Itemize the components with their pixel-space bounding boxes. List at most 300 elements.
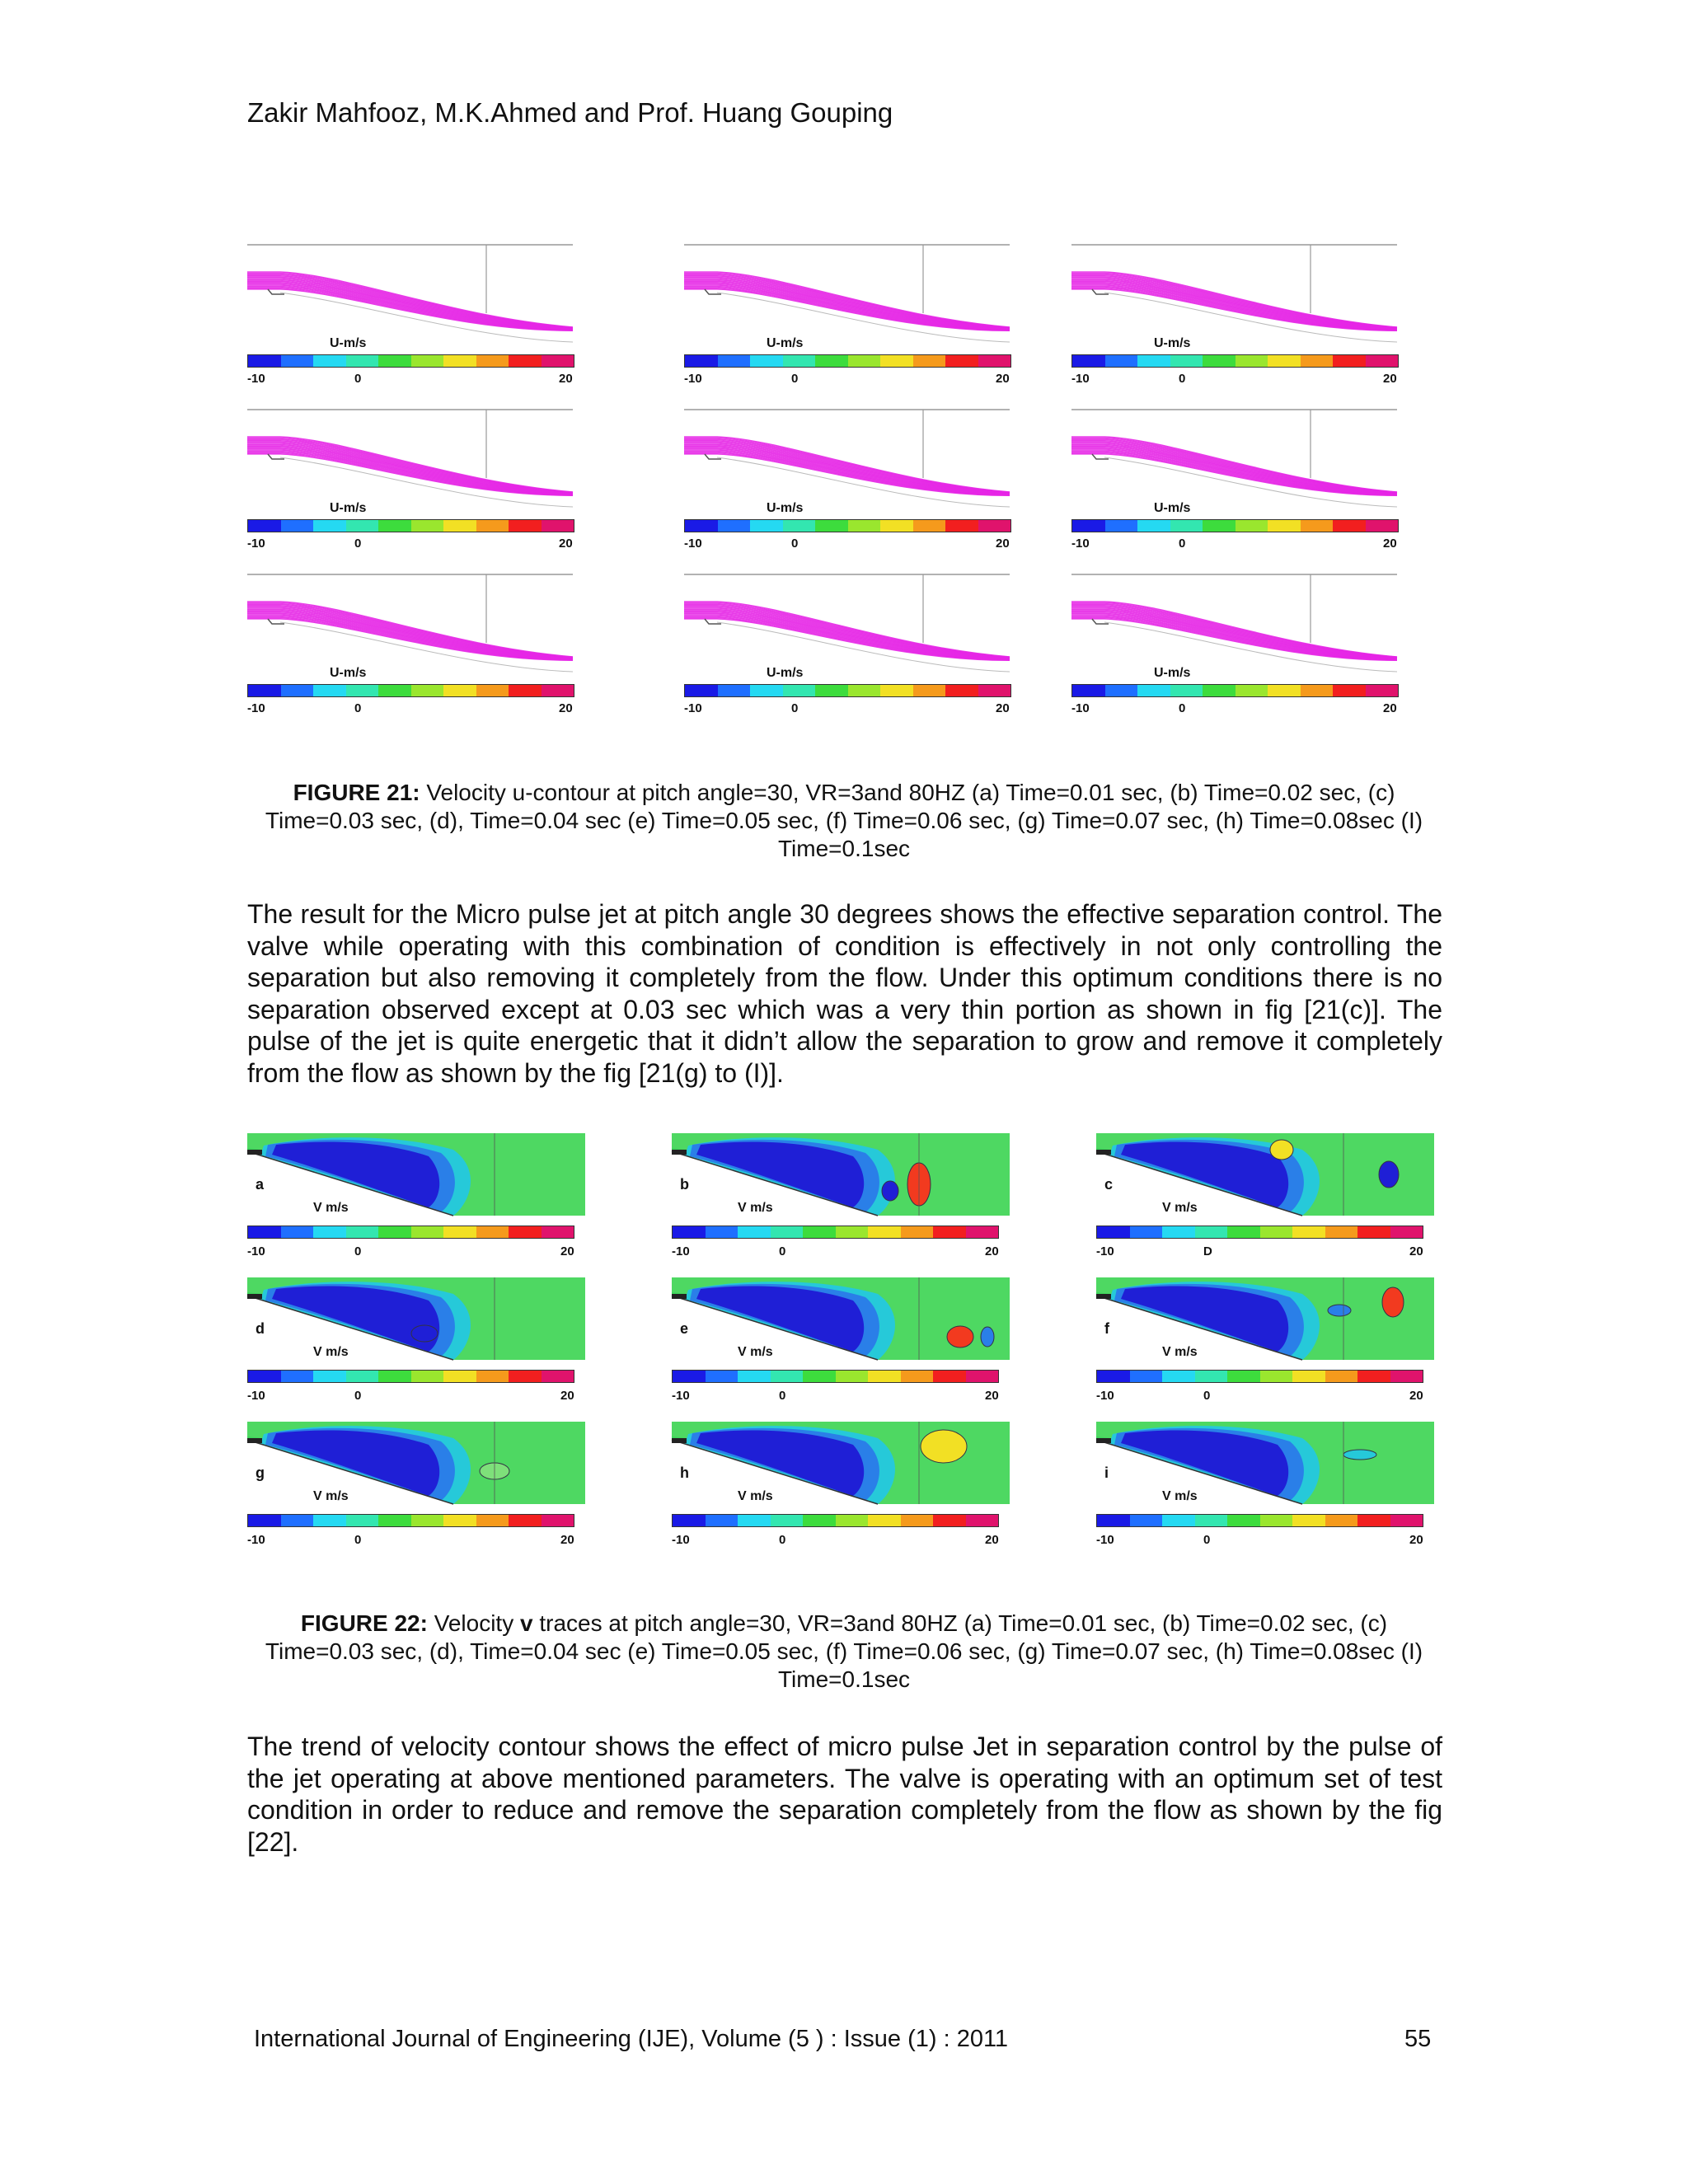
colorbar-segment [509,355,542,367]
v-colorbar [1096,1226,1423,1239]
colorbar-segment [1301,685,1334,696]
colorbar-segment [1292,1515,1325,1526]
colorbar-title: V m/s [1162,1345,1198,1359]
v-contour-panel [672,1277,1018,1418]
v-contour-panel [1096,1133,1442,1273]
colorbar-segment [966,1371,999,1382]
u-colorbar [1071,684,1399,697]
v-colorbar [247,1370,574,1383]
colorbar-segment [411,520,444,532]
streamline-band [684,272,1010,330]
panel-label: c [1104,1176,1114,1193]
colorbar-segment [1227,1515,1260,1526]
colorbar-segment [868,1226,901,1238]
tick-min: -10 [684,537,702,551]
colorbar-segment [933,1515,966,1526]
v-contour-plot [1096,1133,1434,1216]
v-contour-panel [672,1422,1018,1562]
tick-zero: 0 [354,1533,362,1547]
u-colorbar [247,519,574,532]
colorbar-segment [346,355,379,367]
u-contour-plot [684,400,1014,494]
colorbar-segment [1137,685,1170,696]
colorbar-segment [281,1226,314,1238]
colorbar-segment [509,685,542,696]
colorbar-title: V m/s [738,1201,773,1215]
tick-max: 20 [560,1244,574,1258]
colorbar-segment [542,685,574,696]
colorbar-segment [1105,520,1138,532]
colorbar-segment [803,1515,836,1526]
colorbar-segment [1236,355,1268,367]
tick-max: 20 [559,372,573,386]
footer-journal: International Journal of Engineering (IJE), Volume (5 ) : Issue (1) : 2011 [254,2026,1009,2052]
colorbar-segment [1292,1371,1325,1382]
vortex-blob [1379,1161,1399,1188]
tick-max: 20 [985,1533,999,1547]
colorbar-segment [313,1226,346,1238]
colorbar-segment [945,355,978,367]
v-contour-panel [247,1277,593,1418]
paragraph-1: The result for the Micro pulse jet at pitch angle 30 degrees shows the effective separation control. The valve while operating with this combination of condition is effectively in not only controlling the separation but also removing it completely from the flow. Under this optimum conditions there is no separation observed except at 0.03 sec which was a very thin portion as shown in fig [21(c)]. The pulse of the jet is quite energetic that it didn’t allow the separation to grow and remove it completely from the flow as shown by the fig [21(g) to (I)]. [247,899,1442,1088]
colorbar-segment [868,1371,901,1382]
panel-label: h [680,1465,689,1481]
tick-zero: 0 [1203,1533,1211,1547]
lower-boundary [717,457,1010,507]
footer-page-number: 55 [1404,2026,1432,2052]
v-contour-plot [672,1133,1010,1216]
tick-max: 20 [1409,1533,1423,1547]
u-colorbar [247,684,574,697]
colorbar-segment [346,520,379,532]
colorbar-segment [1260,1371,1293,1382]
tick-max: 20 [559,701,573,715]
lower-boundary [1104,457,1397,507]
v-contour-panel [1096,1422,1442,1562]
colorbar-segment [1203,520,1236,532]
tick-max: 20 [1409,1244,1423,1258]
tick-min: -10 [1096,1389,1114,1403]
v-colorbar [1096,1514,1423,1527]
tick-max: 20 [560,1389,574,1403]
figure-22-caption-prefix: Velocity [427,1610,520,1636]
colorbar-segment [706,1226,738,1238]
v-contour-plot [1096,1277,1434,1360]
colorbar-segment [718,520,751,532]
tick-max: 20 [996,701,1010,715]
v-contour-plot [672,1422,1010,1504]
tick-min: -10 [672,1389,690,1403]
v-colorbar [672,1370,999,1383]
vortex-blob [882,1181,898,1201]
colorbar-segment [1130,1371,1163,1382]
colorbar-segment [248,1371,281,1382]
colorbar-segment [378,1226,411,1238]
colorbar-segment [966,1515,999,1526]
tick-min: -10 [247,1533,265,1547]
streamline-band [684,602,1010,660]
colorbar-segment [815,685,848,696]
u-contour-plot [1071,235,1401,330]
lower-boundary [717,293,1010,342]
u-colorbar [1071,519,1399,532]
colorbar-segment [346,685,379,696]
u-contour-panel [1071,235,1418,400]
u-contour-panel [1071,565,1418,729]
colorbar-title: U-m/s [767,501,804,515]
colorbar-segment [771,1515,804,1526]
colorbar-segment [1390,1226,1423,1238]
colorbar-segment [281,355,314,367]
colorbar-segment [313,355,346,367]
colorbar-segment [913,355,946,367]
jet-slot [705,289,721,294]
jet-slot [1092,454,1109,459]
colorbar-segment [1357,1371,1390,1382]
colorbar-segment [1195,1515,1228,1526]
colorbar-title: V m/s [738,1489,773,1503]
tick-min: -10 [1071,372,1090,386]
colorbar-segment [1268,355,1301,367]
colorbar-segment [1105,355,1138,367]
colorbar-title: U-m/s [330,501,367,515]
tick-min: -10 [672,1533,690,1547]
colorbar-segment [1072,355,1105,367]
colorbar-segment [1097,1371,1130,1382]
colorbar-segment [313,1371,346,1382]
colorbar-segment [1137,355,1170,367]
colorbar-segment [685,355,718,367]
colorbar-segment [509,1515,542,1526]
streamline-band [684,437,1010,495]
colorbar-segment [803,1371,836,1382]
colorbar-segment [1366,520,1399,532]
colorbar-segment [1390,1371,1423,1382]
tick-min: -10 [247,1244,265,1258]
v-contour-panel [247,1422,593,1562]
u-colorbar [247,354,574,368]
colorbar-title: V m/s [313,1345,349,1359]
tick-min: -10 [247,372,265,386]
colorbar-segment [509,1226,542,1238]
tick-min: -10 [247,701,265,715]
tick-zero: 0 [354,537,362,551]
colorbar-segment [771,1226,804,1238]
lower-boundary [1104,293,1397,342]
colorbar-segment [476,1226,509,1238]
streamline-band [247,272,573,330]
tick-min: -10 [247,537,265,551]
colorbar-segment [1333,685,1366,696]
tick-min: -10 [1096,1533,1114,1547]
tick-zero: 0 [791,372,799,386]
colorbar-segment [476,355,509,367]
colorbar-segment [1072,685,1105,696]
u-colorbar [1071,354,1399,368]
lower-boundary [280,622,573,672]
lower-boundary [1104,622,1397,672]
colorbar-title: V m/s [1162,1201,1198,1215]
u-contour-plot [1071,400,1401,494]
colorbar-segment [738,1226,771,1238]
tick-max: 20 [1383,537,1397,551]
u-contour-panel [247,400,593,565]
u-contour-panel [1071,400,1418,565]
tick-zero: 0 [354,1244,362,1258]
lower-boundary [280,457,573,507]
v-contour-plot [247,1277,585,1360]
colorbar-segment [542,1515,574,1526]
jet-slot [1096,1438,1111,1443]
u-colorbar [684,684,1011,697]
colorbar-segment [880,685,913,696]
colorbar-segment [815,520,848,532]
colorbar-segment [443,1371,476,1382]
colorbar-segment [411,1515,444,1526]
colorbar-segment [476,685,509,696]
colorbar-segment [1137,520,1170,532]
colorbar-segment [966,1226,999,1238]
colorbar-segment [1292,1226,1325,1238]
colorbar-title: U-m/s [1154,336,1191,350]
figure-22-caption-symbol: v [520,1610,533,1636]
colorbar-segment [542,355,574,367]
jet-slot [247,1438,262,1443]
colorbar-title: U-m/s [767,666,804,680]
colorbar-segment [848,355,881,367]
figure-21-caption [244,779,1444,863]
colorbar-segment [476,520,509,532]
colorbar-title: V m/s [738,1345,773,1359]
tick-max: 20 [1383,701,1397,715]
colorbar-segment [542,520,574,532]
u-contour-plot [1071,565,1401,659]
colorbar-segment [836,1226,869,1238]
colorbar-segment [1162,1371,1195,1382]
colorbar-segment [346,1515,379,1526]
tick-max: 20 [985,1389,999,1403]
colorbar-segment [509,1371,542,1382]
u-contour-plot [247,400,577,494]
colorbar-segment [476,1371,509,1382]
colorbar-segment [443,1515,476,1526]
tick-zero: D [1203,1244,1212,1258]
u-contour-plot [684,235,1014,330]
v-contour-plot [1096,1422,1434,1504]
colorbar-segment [1325,1226,1358,1238]
colorbar-segment [901,1515,934,1526]
colorbar-segment [1260,1515,1293,1526]
colorbar-segment [1390,1515,1423,1526]
tick-zero: 0 [354,701,362,715]
tick-zero: 0 [791,537,799,551]
vortex-blob [1328,1305,1351,1316]
colorbar-segment [1268,520,1301,532]
colorbar-segment [1325,1515,1358,1526]
tick-min: -10 [1071,537,1090,551]
tick-zero: 0 [779,1389,786,1403]
streamline-band [1071,602,1397,660]
colorbar-segment [933,1371,966,1382]
colorbar-segment [783,355,816,367]
u-contour-panel [247,565,593,729]
colorbar-segment [281,1371,314,1382]
colorbar-segment [313,685,346,696]
jet-slot [705,619,721,624]
u-contour-panel [684,400,1030,565]
colorbar-segment [281,520,314,532]
colorbar-segment [411,355,444,367]
colorbar-segment [933,1226,966,1238]
v-contour-plot [247,1422,585,1504]
colorbar-segment [815,355,848,367]
colorbar-title: V m/s [313,1489,349,1503]
vortex-blob [1270,1140,1293,1160]
figure-22-caption [244,1610,1444,1694]
u-contour-plot [247,565,577,659]
colorbar-segment [848,520,881,532]
colorbar-segment [673,1226,706,1238]
v-contour-plot [247,1133,585,1216]
colorbar-segment [378,520,411,532]
figure-21-caption-label: FIGURE 21: [293,780,420,805]
colorbar-segment [685,520,718,532]
vortex-blob [1382,1287,1404,1317]
colorbar-title: V m/s [313,1201,349,1215]
colorbar-segment [346,1371,379,1382]
jet-slot [268,619,284,624]
colorbar-segment [1357,1515,1390,1526]
colorbar-segment [880,355,913,367]
colorbar-segment [1236,685,1268,696]
colorbar-segment [1203,355,1236,367]
tick-zero: 0 [779,1244,786,1258]
colorbar-segment [771,1371,804,1382]
tick-zero: 0 [791,701,799,715]
colorbar-segment [868,1515,901,1526]
colorbar-segment [1227,1226,1260,1238]
jet-slot [672,1150,687,1155]
colorbar-segment [1170,355,1203,367]
tick-max: 20 [985,1244,999,1258]
colorbar-segment [848,685,881,696]
colorbar-segment [313,1515,346,1526]
tick-zero: 0 [354,372,362,386]
tick-zero: 0 [1179,701,1186,715]
colorbar-segment [1203,685,1236,696]
colorbar-segment [1357,1226,1390,1238]
colorbar-title: U-m/s [330,666,367,680]
u-contour-plot [247,235,577,330]
vortex-blob [1343,1450,1376,1460]
tick-zero: 0 [1179,537,1186,551]
tick-min: -10 [247,1389,265,1403]
colorbar-segment [1227,1371,1260,1382]
colorbar-segment [901,1226,934,1238]
figure-22-caption-text: traces at pitch angle=30, VR=3and 80HZ (a) Time=0.01 sec, (b) Time=0.02 sec, (c) Time=0.03 sec, (d), Time=0.04 sec (e) Time=0.05 sec, (f) Time=0.06 sec, (g) Time=0.07 sec, (h) Time=0.08sec (I) Time=0.1sec [265,1610,1423,1692]
v-colorbar [672,1514,999,1527]
jet-slot [672,1294,687,1299]
colorbar-segment [1105,685,1138,696]
u-contour-panel [684,565,1030,729]
tick-max: 20 [996,372,1010,386]
colorbar-segment [1097,1226,1130,1238]
colorbar-segment [718,355,751,367]
colorbar-segment [836,1371,869,1382]
u-contour-plot [684,565,1014,659]
running-head-authors: Zakir Mahfooz, M.K.Ahmed and Prof. Huang Gouping [247,97,893,128]
colorbar-segment [443,1226,476,1238]
colorbar-segment [1072,520,1105,532]
colorbar-segment [913,520,946,532]
colorbar-segment [738,1515,771,1526]
jet-slot [247,1294,262,1299]
colorbar-segment [750,685,783,696]
colorbar-segment [913,685,946,696]
colorbar-segment [411,1371,444,1382]
colorbar-title: V m/s [1162,1489,1198,1503]
tick-min: -10 [672,1244,690,1258]
colorbar-segment [673,1371,706,1382]
colorbar-segment [248,1226,281,1238]
streamline-band [1071,272,1397,330]
streamline-band [247,602,573,660]
panel-label: f [1104,1320,1109,1337]
colorbar-segment [1236,520,1268,532]
colorbar-segment [443,355,476,367]
colorbar-segment [248,1515,281,1526]
colorbar-segment [750,520,783,532]
v-contour-panel [672,1133,1018,1273]
u-colorbar [684,519,1011,532]
panel-label: e [680,1320,689,1337]
figure-22 [239,1133,1459,1562]
jet-slot [1096,1294,1111,1299]
colorbar-segment [945,520,978,532]
colorbar-segment [248,355,281,367]
colorbar-segment [542,1226,574,1238]
v-colorbar [247,1226,574,1239]
colorbar-segment [1162,1515,1195,1526]
colorbar-segment [1325,1371,1358,1382]
colorbar-segment [1301,355,1334,367]
vortex-blob [947,1326,973,1347]
colorbar-segment [738,1371,771,1382]
colorbar-segment [1333,355,1366,367]
colorbar-title: U-m/s [767,336,804,350]
figure-21-caption-text: Velocity u-contour at pitch angle=30, VR=3and 80HZ (a) Time=0.01 sec, (b) Time=0.02 sec, (c) Time=0.03 sec, (d), Time=0.04 sec (e) Time=0.05 sec, (f) Time=0.06 sec, (g) Time=0.07 sec, (h) Time=0.08sec (I) Time=0.1sec [265,780,1423,861]
v-colorbar [247,1514,574,1527]
jet-slot [1092,289,1109,294]
colorbar-segment [542,1371,574,1382]
colorbar-segment [1366,355,1399,367]
colorbar-segment [978,685,1011,696]
colorbar-segment [1130,1515,1163,1526]
colorbar-segment [1195,1371,1228,1382]
colorbar-segment [1130,1226,1163,1238]
jet-slot [247,1150,262,1155]
colorbar-segment [706,1371,738,1382]
tick-min: -10 [684,372,702,386]
colorbar-title: U-m/s [330,336,367,350]
colorbar-segment [443,520,476,532]
jet-slot [1092,619,1109,624]
colorbar-segment [1301,520,1334,532]
colorbar-segment [378,355,411,367]
colorbar-segment [248,685,281,696]
tick-max: 20 [560,1533,574,1547]
colorbar-segment [378,1371,411,1382]
